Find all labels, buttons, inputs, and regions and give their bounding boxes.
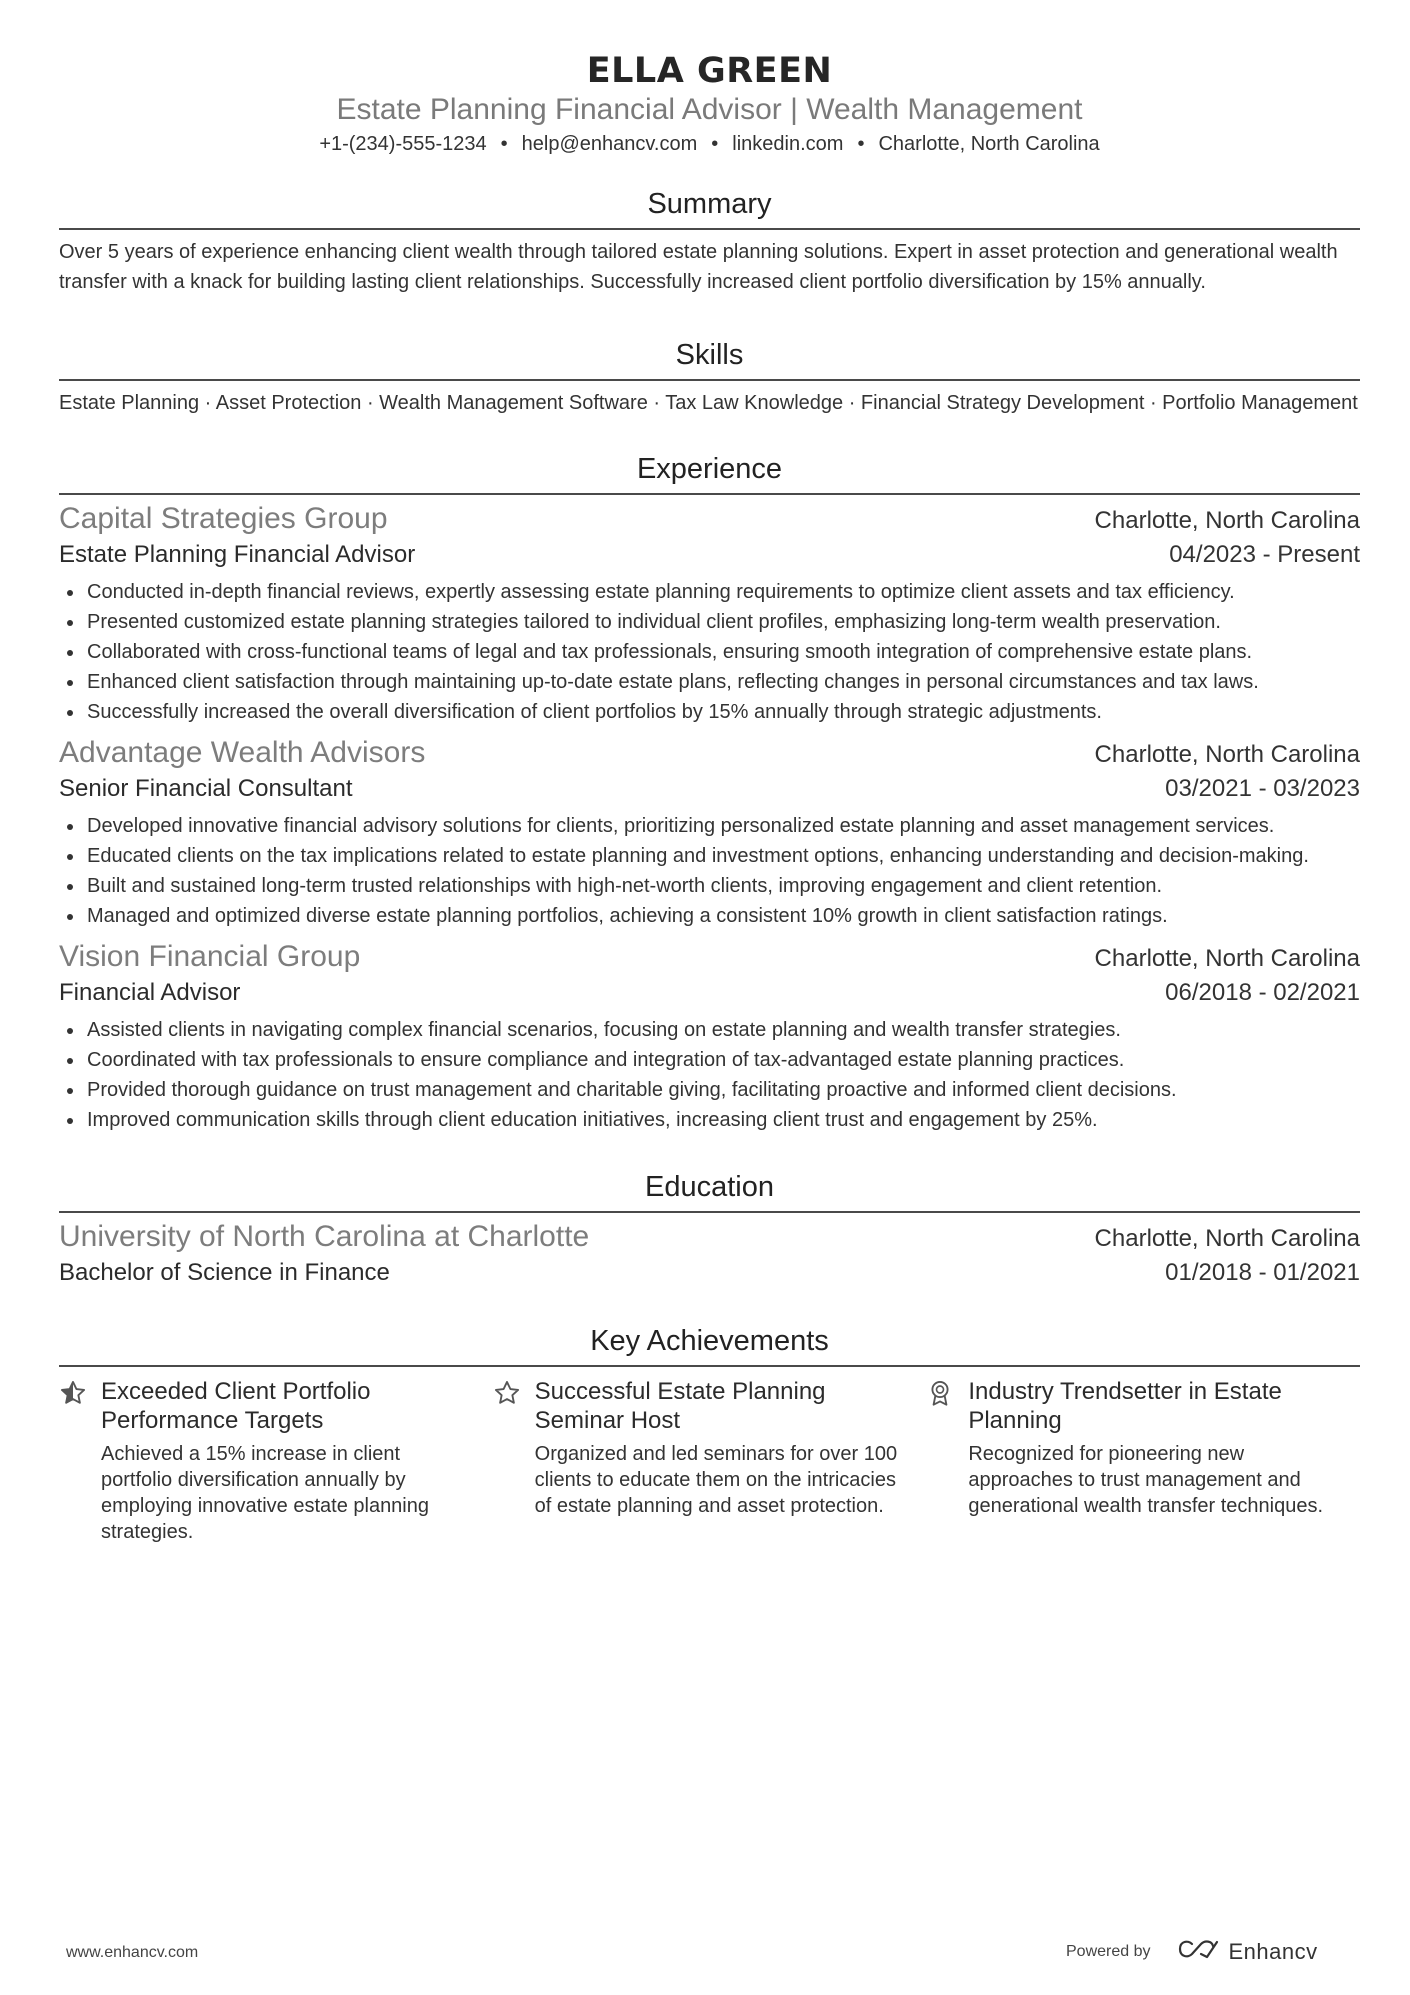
job-company: Advantage Wealth Advisors bbox=[59, 736, 426, 769]
job-location: Charlotte, North Carolina bbox=[1094, 507, 1360, 534]
contact-phone[interactable]: +1-(234)-555-1234 bbox=[319, 133, 487, 155]
footer-branding bbox=[1066, 1938, 1318, 1965]
bullet-item: Assisted clients in navigating complex financial scenarios, focusing on estate planning and wealth transfer strategies. bbox=[59, 1015, 1360, 1045]
achievements-grid bbox=[59, 1377, 1360, 1545]
experience-section bbox=[59, 451, 1360, 1135]
bullet-item: Provided thorough guidance on trust management and charitable giving, facilitating proactive and informed client decisions. bbox=[59, 1075, 1360, 1105]
footer-website[interactable]: www.enhancv.com bbox=[66, 1944, 199, 1961]
bullet-item: Conducted in-depth financial reviews, expertly assessing estate planning requirements to optimize client assets and tax efficiency. bbox=[59, 577, 1360, 607]
resume-page bbox=[59, 0, 1360, 1545]
skills-list: Estate Planning · Asset Protection · Wealth Management Software · Tax Law Knowledge · Financial Strategy Development · Portfolio Management bbox=[59, 392, 1358, 414]
summary-text: Over 5 years of experience enhancing client wealth through tailored estate planning solutions. Expert in asset protection and generational wealth transfer with a knack for building lasting client relationships. Successfully increased client portfolio diversification by 15% annually. bbox=[59, 241, 1338, 293]
powered-by-label: Powered by bbox=[1066, 1942, 1151, 1960]
job-dates: 06/2018 - 02/2021 bbox=[1165, 979, 1360, 1006]
education-location: Charlotte, North Carolina bbox=[1094, 1225, 1360, 1252]
separator-dot: • bbox=[857, 133, 865, 155]
achievements-title: Key Achievements bbox=[59, 1323, 1360, 1367]
skills-section bbox=[59, 337, 1360, 416]
job-company: Vision Financial Group bbox=[59, 940, 361, 973]
skills-title: Skills bbox=[59, 337, 1360, 381]
star-outline-icon bbox=[493, 1377, 535, 1545]
job-role: Senior Financial Consultant bbox=[59, 775, 353, 802]
contact-line bbox=[59, 130, 1360, 158]
brand-name[interactable]: Enhancv bbox=[1228, 1938, 1318, 1964]
job-dates: 03/2021 - 03/2023 bbox=[1165, 775, 1360, 802]
achievement-item bbox=[493, 1377, 927, 1545]
job-bullets bbox=[59, 577, 1360, 727]
achievements-section bbox=[59, 1323, 1360, 1545]
summary-title: Summary bbox=[59, 186, 1360, 230]
bullet-item: Coordinated with tax professionals to ensure compliance and integration of tax-advantaged estate planning practices. bbox=[59, 1045, 1360, 1075]
job-entry bbox=[59, 735, 1360, 931]
achievement-title: Exceeded Client Portfolio Performance Targets bbox=[101, 1378, 371, 1434]
achievement-desc: Recognized for pioneering new approaches to trust management and generational wealth transfer techniques. bbox=[968, 1443, 1324, 1517]
achievement-item bbox=[59, 1377, 493, 1545]
achievement-title: Successful Estate Planning Seminar Host bbox=[534, 1378, 826, 1434]
job-location: Charlotte, North Carolina bbox=[1094, 741, 1360, 768]
achievement-title: Industry Trendsetter in Estate Planning bbox=[968, 1378, 1282, 1434]
candidate-headline: Estate Planning Financial Advisor | Wealth Management bbox=[336, 93, 1083, 126]
summary-section bbox=[59, 186, 1360, 297]
bullet-item: Collaborated with cross-functional teams of legal and tax professionals, ensuring smooth integration of comprehensive estate plans. bbox=[59, 637, 1360, 667]
contact-email[interactable]: help@enhancv.com bbox=[521, 133, 698, 155]
job-role: Estate Planning Financial Advisor bbox=[59, 541, 416, 568]
bullet-item: Built and sustained long-term trusted relationships with high-net-worth clients, improving engagement and client retention. bbox=[59, 871, 1360, 901]
education-section bbox=[59, 1169, 1360, 1289]
job-role: Financial Advisor bbox=[59, 979, 241, 1006]
bullet-item: Managed and optimized diverse estate planning portfolios, achieving a consistent 10% growth in client satisfaction ratings. bbox=[59, 901, 1360, 931]
job-location: Charlotte, North Carolina bbox=[1094, 945, 1360, 972]
star-half-icon bbox=[59, 1377, 101, 1545]
achievement-desc: Organized and led seminars for over 100 clients to educate them on the intricacies of estate planning and asset protection. bbox=[534, 1443, 898, 1517]
experience-title: Experience bbox=[59, 451, 1360, 495]
job-entry bbox=[59, 939, 1360, 1135]
job-bullets bbox=[59, 1015, 1360, 1135]
education-entry bbox=[59, 1219, 1360, 1289]
achievement-desc: Achieved a 15% increase in client portfolio diversification annually by employing innovative estate planning strategies. bbox=[101, 1443, 429, 1543]
job-company: Capital Strategies Group bbox=[59, 502, 388, 535]
separator-dot: • bbox=[711, 133, 719, 155]
education-degree: Bachelor of Science in Finance bbox=[59, 1259, 390, 1286]
bullet-item: Successfully increased the overall diversification of client portfolios by 15% annually through strategic adjustments. bbox=[59, 697, 1360, 727]
contact-location: Charlotte, North Carolina bbox=[878, 133, 1100, 155]
education-school: University of North Carolina at Charlotte bbox=[59, 1220, 590, 1253]
education-title: Education bbox=[59, 1169, 1360, 1213]
award-icon bbox=[926, 1377, 968, 1545]
contact-linkedin[interactable]: linkedin.com bbox=[732, 133, 844, 155]
job-dates: 04/2023 - Present bbox=[1169, 541, 1360, 568]
bullet-item: Educated clients on the tax implications related to estate planning and investment options, enhancing understanding and decision-making. bbox=[59, 841, 1360, 871]
enhancv-logo-icon bbox=[1177, 1938, 1221, 1965]
achievement-item bbox=[926, 1377, 1360, 1545]
bullet-item: Improved communication skills through client education initiatives, increasing client trust and engagement by 25%. bbox=[59, 1105, 1360, 1135]
candidate-name: ELLA GREEN bbox=[586, 51, 833, 91]
job-entry bbox=[59, 501, 1360, 727]
bullet-item: Developed innovative financial advisory solutions for clients, prioritizing personalized estate planning and asset management services. bbox=[59, 811, 1360, 841]
bullet-item: Presented customized estate planning strategies tailored to individual client profiles, emphasizing long-term wealth preservation. bbox=[59, 607, 1360, 637]
job-bullets bbox=[59, 811, 1360, 931]
education-dates: 01/2018 - 01/2021 bbox=[1165, 1259, 1360, 1286]
bullet-item: Enhanced client satisfaction through maintaining up-to-date estate plans, reflecting changes in personal circumstances and tax laws. bbox=[59, 667, 1360, 697]
separator-dot: • bbox=[500, 133, 508, 155]
